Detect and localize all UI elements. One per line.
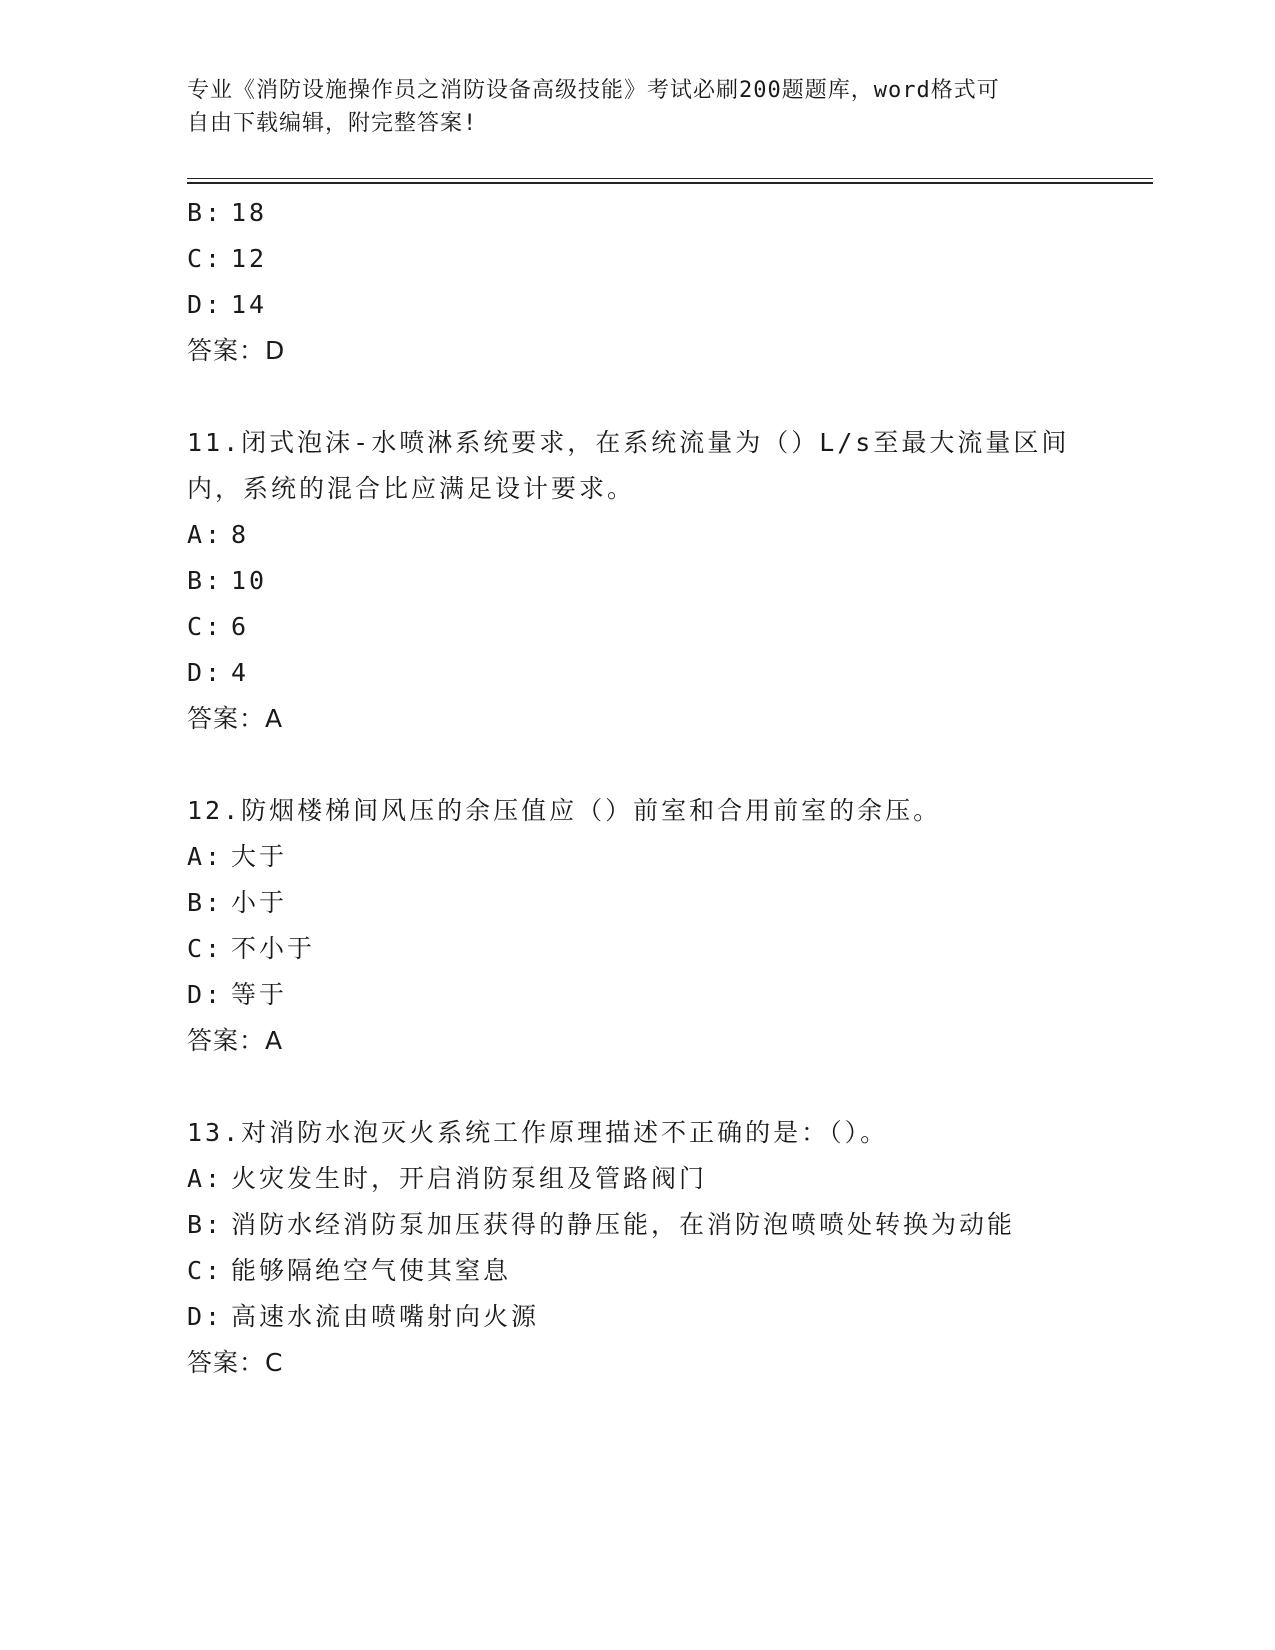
- option-row: [187, 1294, 1087, 1340]
- option-text: 消防水经消防泵加压获得的静压能，在消防泡喷喷处转换为动能: [231, 1210, 1016, 1239]
- question-text: 12.防烟楼梯间风压的余压值应（）前室和合用前室的余压。: [187, 796, 942, 825]
- answer-line: 答案：A: [187, 704, 284, 733]
- option-row: [187, 1248, 1087, 1294]
- answer-line: 答案：D: [187, 336, 286, 365]
- option-label: D:: [187, 1302, 224, 1331]
- option-text: 4: [231, 658, 250, 687]
- option-row: [187, 512, 1087, 558]
- option-row: [187, 972, 1087, 1018]
- question-text: 11.闭式泡沫-水喷淋系统要求，在系统流量为（）L/s至最大流量区间: [187, 428, 1070, 457]
- option-text: 火灾发生时，开启消防泵组及管路阀门: [231, 1164, 708, 1193]
- option-text: 10: [231, 566, 268, 595]
- option-label: C:: [187, 612, 224, 641]
- option-text: 小于: [231, 888, 288, 917]
- question-text-cont: 内，系统的混合比应满足设计要求。: [187, 474, 636, 503]
- option-row: [187, 190, 1087, 236]
- option-label: B:: [187, 566, 224, 595]
- option-text: 14: [231, 290, 268, 319]
- option-row: [187, 834, 1087, 880]
- option-text: 8: [231, 520, 250, 549]
- answer-line: 答案：C: [187, 1348, 284, 1377]
- option-text: 能够隔绝空气使其窒息: [231, 1256, 512, 1285]
- option-label: C:: [187, 244, 224, 273]
- option-row: [187, 604, 1087, 650]
- option-label: A:: [187, 842, 224, 871]
- option-text: 高速水流由喷嘴射向火源: [231, 1302, 540, 1331]
- option-label: B:: [187, 198, 224, 227]
- option-label: A:: [187, 520, 224, 549]
- question-text: 13.对消防水泡灭火系统工作原理描述不正确的是：（）。: [187, 1118, 889, 1147]
- option-row: [187, 880, 1087, 926]
- header-divider-thick: [187, 182, 1153, 184]
- option-label: D:: [187, 658, 224, 687]
- document-header: [187, 74, 1087, 140]
- option-label: C:: [187, 934, 224, 963]
- option-text: 等于: [231, 980, 288, 1009]
- header-divider-thin: [187, 178, 1153, 179]
- question-list: [187, 190, 1087, 1386]
- option-text: 6: [231, 612, 250, 641]
- option-row: [187, 1202, 1087, 1248]
- option-row: [187, 236, 1087, 282]
- option-label: B:: [187, 1210, 224, 1239]
- header-line-2: 自由下载编辑，附完整答案!: [187, 111, 478, 136]
- header-line-1: 专业《消防设施操作员之消防设备高级技能》考试必刷200题题库，word格式可: [187, 78, 1000, 103]
- option-text: 大于: [231, 842, 288, 871]
- option-row: [187, 926, 1087, 972]
- option-row: [187, 282, 1087, 328]
- option-text: 12: [231, 244, 268, 273]
- option-row: [187, 1156, 1087, 1202]
- answer-line: 答案：A: [187, 1026, 284, 1055]
- option-label: B:: [187, 888, 224, 917]
- option-text: 18: [231, 198, 268, 227]
- option-label: C:: [187, 1256, 224, 1285]
- option-row: [187, 558, 1087, 604]
- option-label: D:: [187, 980, 224, 1009]
- option-row: [187, 650, 1087, 696]
- option-label: A:: [187, 1164, 224, 1193]
- option-label: D:: [187, 290, 224, 319]
- option-text: 不小于: [231, 934, 316, 963]
